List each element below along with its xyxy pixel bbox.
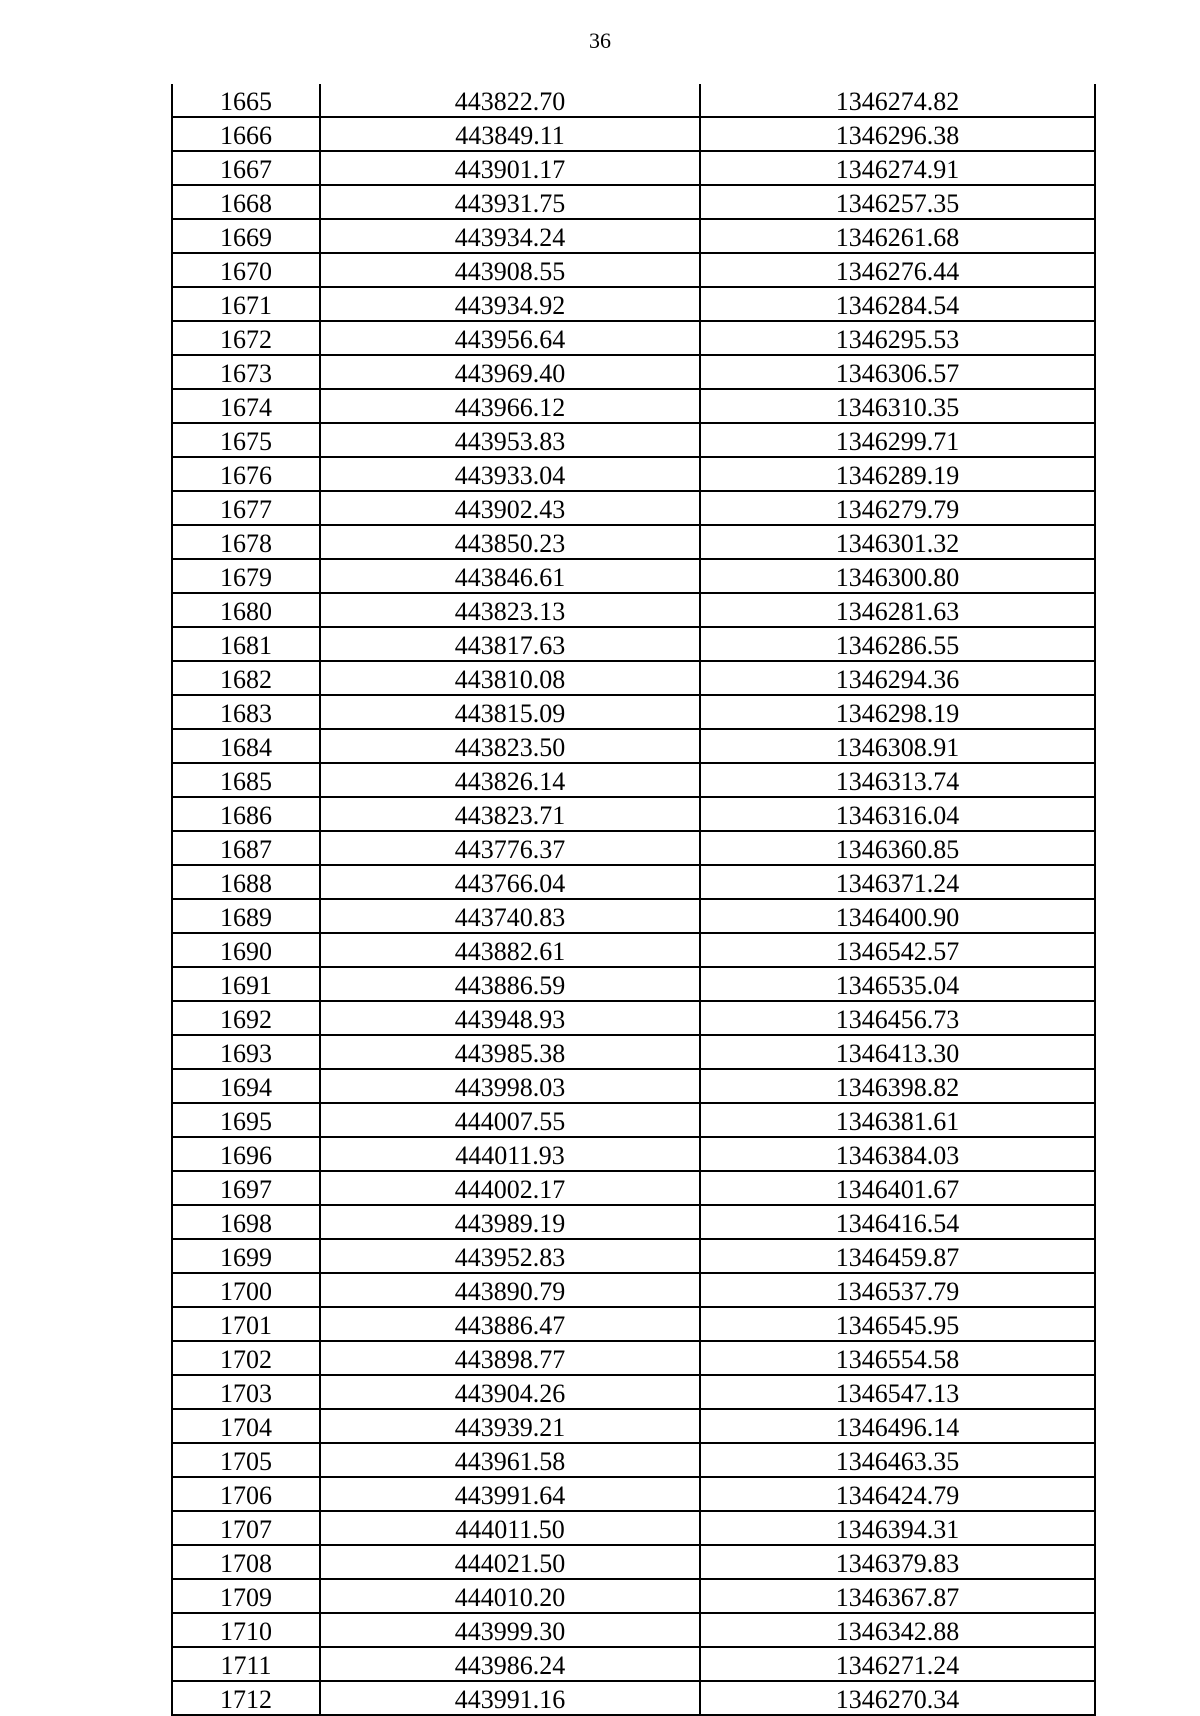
table-row xyxy=(172,559,1095,593)
point-number-cell: 1677 xyxy=(172,491,320,525)
y-coordinate-cell: 1346394.31 xyxy=(700,1511,1095,1545)
x-coordinate-cell: 443776.37 xyxy=(320,831,700,865)
table-row xyxy=(172,1341,1095,1375)
table-row xyxy=(172,219,1095,253)
y-coordinate-cell: 1346379.83 xyxy=(700,1545,1095,1579)
point-number-cell: 1682 xyxy=(172,661,320,695)
y-coordinate-cell: 1346496.14 xyxy=(700,1409,1095,1443)
x-coordinate-cell: 443850.23 xyxy=(320,525,700,559)
y-coordinate-cell: 1346416.54 xyxy=(700,1205,1095,1239)
x-coordinate-cell: 443890.79 xyxy=(320,1273,700,1307)
table-row xyxy=(172,1409,1095,1443)
x-coordinate-cell: 443986.24 xyxy=(320,1647,700,1681)
table-row xyxy=(172,1681,1095,1715)
point-number-cell: 1675 xyxy=(172,423,320,457)
y-coordinate-cell: 1346398.82 xyxy=(700,1069,1095,1103)
table-row xyxy=(172,1613,1095,1647)
y-coordinate-cell: 1346424.79 xyxy=(700,1477,1095,1511)
point-number-cell: 1708 xyxy=(172,1545,320,1579)
table-row xyxy=(172,1069,1095,1103)
x-coordinate-cell: 443886.47 xyxy=(320,1307,700,1341)
x-coordinate-cell: 443991.16 xyxy=(320,1681,700,1715)
point-number-cell: 1676 xyxy=(172,457,320,491)
y-coordinate-cell: 1346270.34 xyxy=(700,1681,1095,1715)
point-number-cell: 1697 xyxy=(172,1171,320,1205)
y-coordinate-cell: 1346384.03 xyxy=(700,1137,1095,1171)
y-coordinate-cell: 1346298.19 xyxy=(700,695,1095,729)
x-coordinate-cell: 443939.21 xyxy=(320,1409,700,1443)
y-coordinate-cell: 1346281.63 xyxy=(700,593,1095,627)
point-number-cell: 1711 xyxy=(172,1647,320,1681)
point-number-cell: 1692 xyxy=(172,1001,320,1035)
table-row xyxy=(172,1239,1095,1273)
point-number-cell: 1668 xyxy=(172,185,320,219)
x-coordinate-cell: 443902.43 xyxy=(320,491,700,525)
table-row xyxy=(172,253,1095,287)
point-number-cell: 1674 xyxy=(172,389,320,423)
y-coordinate-cell: 1346306.57 xyxy=(700,355,1095,389)
point-number-cell: 1706 xyxy=(172,1477,320,1511)
y-coordinate-cell: 1346542.57 xyxy=(700,933,1095,967)
y-coordinate-cell: 1346301.32 xyxy=(700,525,1095,559)
table-row xyxy=(172,1035,1095,1069)
point-number-cell: 1685 xyxy=(172,763,320,797)
x-coordinate-cell: 443886.59 xyxy=(320,967,700,1001)
table-row xyxy=(172,1443,1095,1477)
table-row xyxy=(172,593,1095,627)
x-coordinate-cell: 444002.17 xyxy=(320,1171,700,1205)
x-coordinate-cell: 443846.61 xyxy=(320,559,700,593)
point-number-cell: 1696 xyxy=(172,1137,320,1171)
table-row xyxy=(172,321,1095,355)
y-coordinate-cell: 1346286.55 xyxy=(700,627,1095,661)
table-row xyxy=(172,695,1095,729)
table-row xyxy=(172,355,1095,389)
point-number-cell: 1705 xyxy=(172,1443,320,1477)
table-row xyxy=(172,1137,1095,1171)
point-number-cell: 1689 xyxy=(172,899,320,933)
point-number-cell: 1687 xyxy=(172,831,320,865)
point-number-cell: 1690 xyxy=(172,933,320,967)
point-number-cell: 1694 xyxy=(172,1069,320,1103)
table-row xyxy=(172,1579,1095,1613)
y-coordinate-cell: 1346413.30 xyxy=(700,1035,1095,1069)
point-number-cell: 1709 xyxy=(172,1579,320,1613)
point-number-cell: 1670 xyxy=(172,253,320,287)
x-coordinate-cell: 443934.92 xyxy=(320,287,700,321)
x-coordinate-cell: 444011.50 xyxy=(320,1511,700,1545)
y-coordinate-cell: 1346459.87 xyxy=(700,1239,1095,1273)
y-coordinate-cell: 1346294.36 xyxy=(700,661,1095,695)
y-coordinate-cell: 1346537.79 xyxy=(700,1273,1095,1307)
y-coordinate-cell: 1346463.35 xyxy=(700,1443,1095,1477)
x-coordinate-cell: 443948.93 xyxy=(320,1001,700,1035)
x-coordinate-cell: 443810.08 xyxy=(320,661,700,695)
table-row xyxy=(172,457,1095,491)
point-number-cell: 1680 xyxy=(172,593,320,627)
x-coordinate-cell: 443817.63 xyxy=(320,627,700,661)
table-row xyxy=(172,117,1095,151)
table-row xyxy=(172,1103,1095,1137)
table-row xyxy=(172,151,1095,185)
x-coordinate-cell: 443969.40 xyxy=(320,355,700,389)
point-number-cell: 1693 xyxy=(172,1035,320,1069)
y-coordinate-cell: 1346279.79 xyxy=(700,491,1095,525)
table-row xyxy=(172,1205,1095,1239)
y-coordinate-cell: 1346308.91 xyxy=(700,729,1095,763)
y-coordinate-cell: 1346276.44 xyxy=(700,253,1095,287)
table-row xyxy=(172,525,1095,559)
x-coordinate-cell: 444011.93 xyxy=(320,1137,700,1171)
y-coordinate-cell: 1346554.58 xyxy=(700,1341,1095,1375)
y-coordinate-cell: 1346316.04 xyxy=(700,797,1095,831)
point-number-cell: 1704 xyxy=(172,1409,320,1443)
x-coordinate-cell: 443956.64 xyxy=(320,321,700,355)
table-row xyxy=(172,185,1095,219)
x-coordinate-cell: 443822.70 xyxy=(320,84,700,117)
x-coordinate-cell: 443882.61 xyxy=(320,933,700,967)
table-row xyxy=(172,627,1095,661)
y-coordinate-cell: 1346456.73 xyxy=(700,1001,1095,1035)
y-coordinate-cell: 1346274.82 xyxy=(700,84,1095,117)
table-row xyxy=(172,1307,1095,1341)
point-number-cell: 1678 xyxy=(172,525,320,559)
y-coordinate-cell: 1346295.53 xyxy=(700,321,1095,355)
x-coordinate-cell: 443985.38 xyxy=(320,1035,700,1069)
x-coordinate-cell: 444010.20 xyxy=(320,1579,700,1613)
table-row xyxy=(172,661,1095,695)
y-coordinate-cell: 1346257.35 xyxy=(700,185,1095,219)
coordinates-table-body xyxy=(172,84,1095,1715)
table-row xyxy=(172,899,1095,933)
table-row xyxy=(172,1001,1095,1035)
y-coordinate-cell: 1346342.88 xyxy=(700,1613,1095,1647)
x-coordinate-cell: 443849.11 xyxy=(320,117,700,151)
table-row xyxy=(172,729,1095,763)
y-coordinate-cell: 1346271.24 xyxy=(700,1647,1095,1681)
table-row xyxy=(172,1647,1095,1681)
coordinates-table xyxy=(171,84,1096,1716)
point-number-cell: 1702 xyxy=(172,1341,320,1375)
point-number-cell: 1683 xyxy=(172,695,320,729)
y-coordinate-cell: 1346381.61 xyxy=(700,1103,1095,1137)
x-coordinate-cell: 443823.13 xyxy=(320,593,700,627)
table-row xyxy=(172,84,1095,117)
x-coordinate-cell: 443933.04 xyxy=(320,457,700,491)
x-coordinate-cell: 443908.55 xyxy=(320,253,700,287)
x-coordinate-cell: 443998.03 xyxy=(320,1069,700,1103)
point-number-cell: 1684 xyxy=(172,729,320,763)
table-row xyxy=(172,797,1095,831)
table-row xyxy=(172,389,1095,423)
x-coordinate-cell: 443931.75 xyxy=(320,185,700,219)
point-number-cell: 1699 xyxy=(172,1239,320,1273)
y-coordinate-cell: 1346360.85 xyxy=(700,831,1095,865)
x-coordinate-cell: 443952.83 xyxy=(320,1239,700,1273)
point-number-cell: 1712 xyxy=(172,1681,320,1715)
x-coordinate-cell: 443953.83 xyxy=(320,423,700,457)
point-number-cell: 1686 xyxy=(172,797,320,831)
page-number: 36 xyxy=(589,28,611,53)
table-row xyxy=(172,1375,1095,1409)
x-coordinate-cell: 443991.64 xyxy=(320,1477,700,1511)
point-number-cell: 1672 xyxy=(172,321,320,355)
y-coordinate-cell: 1346545.95 xyxy=(700,1307,1095,1341)
x-coordinate-cell: 443898.77 xyxy=(320,1341,700,1375)
point-number-cell: 1688 xyxy=(172,865,320,899)
y-coordinate-cell: 1346400.90 xyxy=(700,899,1095,933)
x-coordinate-cell: 443815.09 xyxy=(320,695,700,729)
y-coordinate-cell: 1346274.91 xyxy=(700,151,1095,185)
y-coordinate-cell: 1346284.54 xyxy=(700,287,1095,321)
x-coordinate-cell: 444021.50 xyxy=(320,1545,700,1579)
point-number-cell: 1669 xyxy=(172,219,320,253)
point-number-cell: 1666 xyxy=(172,117,320,151)
y-coordinate-cell: 1346401.67 xyxy=(700,1171,1095,1205)
table-row xyxy=(172,423,1095,457)
point-number-cell: 1710 xyxy=(172,1613,320,1647)
y-coordinate-cell: 1346261.68 xyxy=(700,219,1095,253)
point-number-cell: 1667 xyxy=(172,151,320,185)
x-coordinate-cell: 443934.24 xyxy=(320,219,700,253)
y-coordinate-cell: 1346300.80 xyxy=(700,559,1095,593)
x-coordinate-cell: 443904.26 xyxy=(320,1375,700,1409)
y-coordinate-cell: 1346296.38 xyxy=(700,117,1095,151)
x-coordinate-cell: 443989.19 xyxy=(320,1205,700,1239)
x-coordinate-cell: 443740.83 xyxy=(320,899,700,933)
table-row xyxy=(172,1273,1095,1307)
point-number-cell: 1679 xyxy=(172,559,320,593)
table-row xyxy=(172,287,1095,321)
table-row xyxy=(172,1477,1095,1511)
table-row xyxy=(172,1171,1095,1205)
x-coordinate-cell: 443901.17 xyxy=(320,151,700,185)
x-coordinate-cell: 443766.04 xyxy=(320,865,700,899)
x-coordinate-cell: 443823.71 xyxy=(320,797,700,831)
x-coordinate-cell: 443823.50 xyxy=(320,729,700,763)
table-row xyxy=(172,967,1095,1001)
y-coordinate-cell: 1346371.24 xyxy=(700,865,1095,899)
point-number-cell: 1665 xyxy=(172,84,320,117)
point-number-cell: 1673 xyxy=(172,355,320,389)
x-coordinate-cell: 443961.58 xyxy=(320,1443,700,1477)
table-row xyxy=(172,763,1095,797)
x-coordinate-cell: 443826.14 xyxy=(320,763,700,797)
y-coordinate-cell: 1346313.74 xyxy=(700,763,1095,797)
x-coordinate-cell: 443966.12 xyxy=(320,389,700,423)
y-coordinate-cell: 1346367.87 xyxy=(700,1579,1095,1613)
y-coordinate-cell: 1346547.13 xyxy=(700,1375,1095,1409)
table-row xyxy=(172,491,1095,525)
table-row xyxy=(172,1545,1095,1579)
table-row xyxy=(172,933,1095,967)
point-number-cell: 1703 xyxy=(172,1375,320,1409)
point-number-cell: 1681 xyxy=(172,627,320,661)
table-row xyxy=(172,865,1095,899)
point-number-cell: 1701 xyxy=(172,1307,320,1341)
y-coordinate-cell: 1346289.19 xyxy=(700,457,1095,491)
point-number-cell: 1698 xyxy=(172,1205,320,1239)
y-coordinate-cell: 1346535.04 xyxy=(700,967,1095,1001)
point-number-cell: 1695 xyxy=(172,1103,320,1137)
y-coordinate-cell: 1346299.71 xyxy=(700,423,1095,457)
point-number-cell: 1691 xyxy=(172,967,320,1001)
x-coordinate-cell: 443999.30 xyxy=(320,1613,700,1647)
table-row xyxy=(172,1511,1095,1545)
x-coordinate-cell: 444007.55 xyxy=(320,1103,700,1137)
y-coordinate-cell: 1346310.35 xyxy=(700,389,1095,423)
point-number-cell: 1700 xyxy=(172,1273,320,1307)
table-row xyxy=(172,831,1095,865)
point-number-cell: 1707 xyxy=(172,1511,320,1545)
point-number-cell: 1671 xyxy=(172,287,320,321)
